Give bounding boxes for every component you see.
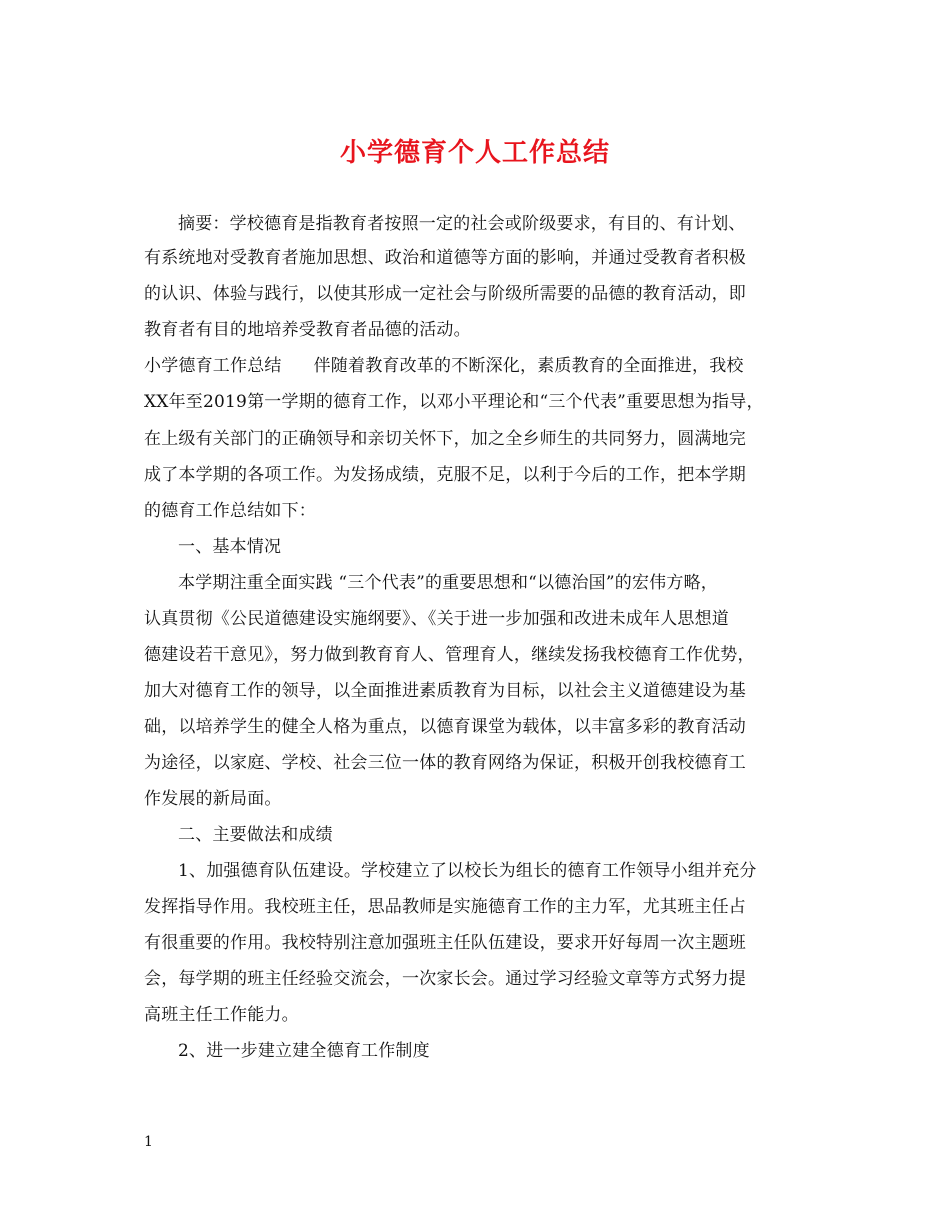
page-number: 1 [144, 1134, 153, 1150]
abstract-line: 摘要：学校德育是指教育者按照一定的社会或阶级要求，有目的、有计划、 [178, 214, 746, 234]
section2-line: 发挥指导作用。我校班主任，思品教师是实施德育工作的主力军，尤其班主任占 [144, 897, 746, 917]
section2-line: 高班主任工作能力。 [144, 1005, 299, 1025]
document-title: 小学德育个人工作总结 [339, 138, 610, 168]
intro-line: 在上级有关部门的正确领导和亲切关怀下，加之全乡师生的共同努力，圆满地完 [144, 429, 746, 449]
intro-first-text: 伴随着教育改革的不断深化，素质教育的全面推进，我校 [313, 356, 744, 376]
section1-line: 作发展的新局面。 [144, 789, 282, 809]
abstract-line: 的认识、体验与践行，以使其形成一定社会与阶级所需要的品德的教育活动，即 [144, 284, 746, 304]
intro-first-line [144, 354, 744, 378]
section1-line: 德建设若干意见》，努力做到教育育人、管理育人，继续发扬我校德育工作优势， [144, 645, 755, 665]
abstract-line: 教育者有目的地培养受教育者品德的活动。 [144, 320, 471, 340]
intro-line: 成了本学期的各项工作。为发扬成绩，克服不足，以利于今后的工作，把本学期 [144, 465, 746, 485]
section2-heading: 二、主要做法和成绩 [178, 825, 333, 845]
section1-line: 本学期注重全面实践 “三个代表”的重要思想和“以德治国”的宏伟方略， [178, 573, 718, 593]
section1-line: 加大对德育工作的领导，以全面推进素质教育为目标，以社会主义道德建设为基 [144, 681, 746, 701]
intro-line: XX年至2019第一学期的德育工作，以邓小平理论和“三个代表”重要思想为指导， [144, 392, 764, 412]
section1-line: 为途径，以家庭、学校、社会三位一体的教育网络为保证，积极开创我校德育工 [144, 753, 746, 773]
section1-line: 认真贯彻《公民道德建设实施纲要》、《关于进一步加强和改进未成年人思想道 [144, 609, 729, 629]
section1-line: 础，以培养学生的健全人格为重点，以德育课堂为载体，以丰富多彩的教育活动 [144, 717, 746, 737]
item2-heading: 2、进一步建立建全德育工作制度 [178, 1041, 430, 1061]
section2-line: 会，每学期的班主任经验交流会，一次家长会。通过学习经验文章等方式努力提 [144, 969, 746, 989]
section1-heading: 一、基本情况 [178, 537, 282, 557]
intro-label: 小学德育工作总结 [144, 356, 282, 376]
intro-line: 的德育工作总结如下： [144, 501, 316, 521]
section2-line: 1、加强德育队伍建设。学校建立了以校长为组长的德育工作领导小组并充分 [178, 861, 757, 881]
abstract-line: 有系统地对受教育者施加思想、政治和道德等方面的影响，并通过受教育者积极 [144, 248, 746, 268]
section2-line: 有很重要的作用。我校特别注意加强班主任队伍建设，要求开好每周一次主题班 [144, 933, 746, 953]
